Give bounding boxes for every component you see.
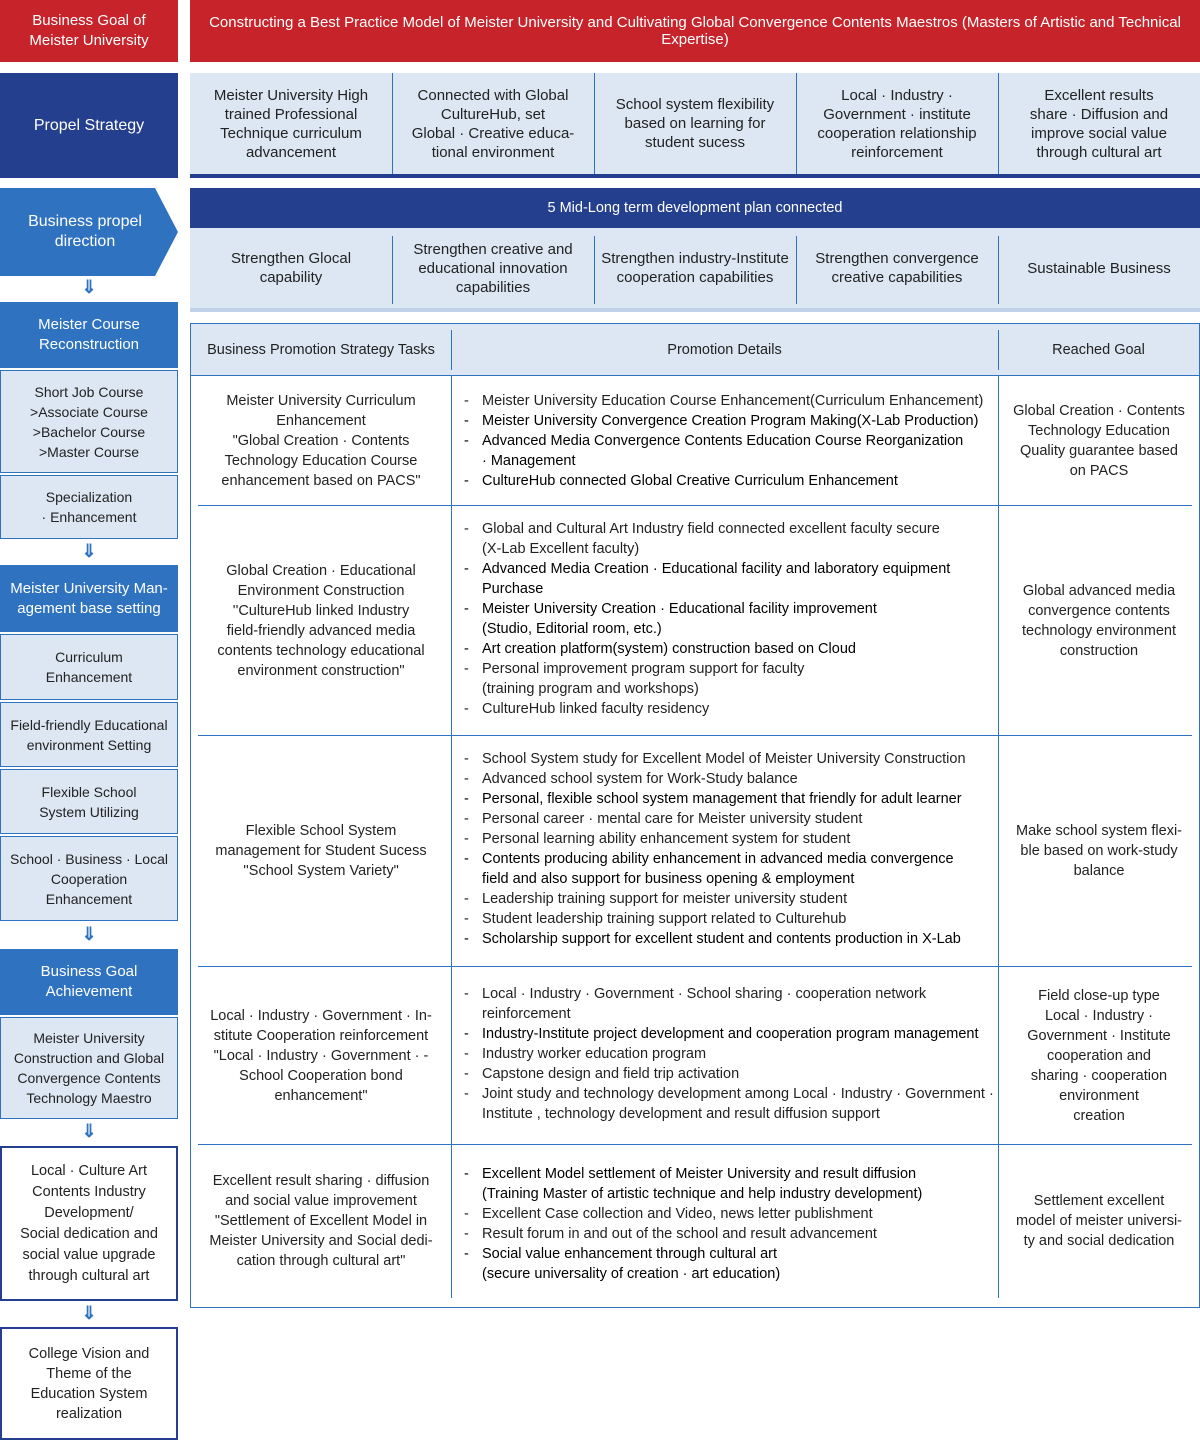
direction-item: Strengthen creative and educational innovation capabilities xyxy=(392,228,594,308)
detail-item: - Excellent Model settlement of Meister University and result diffusion (Training Master of artistic technique and help industry development) xyxy=(452,1164,998,1204)
divider xyxy=(796,73,797,174)
detail-item: - Joint study and technology development among Local · Industry · Government · Institute , technology development and result diffusion support xyxy=(452,1084,998,1124)
task-cell: Global Creation · Educational Environment Construction ''CultureHub linked Industry field-friendly advanced media contents technology educational environment construction" xyxy=(217,562,425,679)
propel-strategy-item: Meister University High trained Professional Technique curriculum advancement xyxy=(190,73,392,174)
management-item: School · Business · Local Cooperation Enhancement xyxy=(0,836,178,921)
direction-item: Strengthen convergence creative capabilities xyxy=(796,228,998,308)
management-item: Field-friendly Educational environment Setting xyxy=(0,702,178,767)
down-arrow-icon: ⇓ xyxy=(81,924,97,944)
vision-box: College Vision and Theme of the Education System realization xyxy=(0,1327,178,1440)
achievement-header: Business Goal Achievement xyxy=(0,949,178,1015)
propel-strategy-item: Excellent results share · Diffusion and improve social value through cultural art xyxy=(998,73,1200,174)
goal-cell: Field close-up type Local · Industry · Government · Institute cooperation and sharing · cooperation environment creation xyxy=(1027,987,1171,1124)
task-cell: Meister University Curriculum Enhancement "Global Creation · Contents Technology Education Course enhancement based on PACS" xyxy=(221,393,421,489)
detail-item: - Industry-Institute project development and cooperation program management xyxy=(452,1024,998,1044)
down-arrow-icon: ⇓ xyxy=(81,277,97,297)
detail-item: - Meister University Convergence Creation Program Making(X-Lab Production) xyxy=(452,411,998,431)
goal-cell: Make school system flexi- ble based on work-study balance xyxy=(1016,823,1182,879)
achievement-item: Meister University Construction and Global Convergence Contents Technology Maestro xyxy=(0,1017,178,1119)
course-item: Specialization · Enhancement xyxy=(0,475,178,539)
table-header-goal: Reached Goal xyxy=(1052,342,1145,358)
divider xyxy=(451,330,452,370)
course-header: Meister Course Reconstruction xyxy=(0,302,178,368)
detail-item: - Advanced school system for Work-Study balance xyxy=(452,769,998,789)
divider xyxy=(998,330,999,370)
task-cell: Local · Industry · Government · In- stitute Cooperation reinforcement "Local · Industry · Government · - School Cooperation bond enhancement" xyxy=(210,1007,432,1104)
detail-item: - Leadership training support for meister university student xyxy=(452,889,998,909)
detail-item: - Personal learning ability enhancement system for student xyxy=(452,829,998,849)
propel-strategy-label: Propel Strategy xyxy=(0,73,178,178)
divider xyxy=(796,236,797,304)
detail-item: - Meister University Creation · Educational facility improvement (Studio, Editorial room, etc.) xyxy=(452,599,998,639)
propel-strategy-item: Local · Industry · Government · institute cooperation relationship reinforcement xyxy=(796,73,998,174)
direction-item: Strengthen industry-Institute cooperation capabilities xyxy=(594,228,796,308)
table-header-details: Promotion Details xyxy=(667,342,782,358)
management-header: Meister University Man- agement base setting xyxy=(0,565,178,632)
detail-item: - Advanced Media Convergence Contents Education Course Reorganization · Management xyxy=(452,431,998,471)
detail-item: - Scholarship support for excellent student and contents production in X-Lab xyxy=(452,929,998,949)
details-cell xyxy=(452,1164,998,1284)
direction-label: Business propel direction xyxy=(28,213,142,250)
divider xyxy=(998,73,999,174)
detail-item: - Result forum in and out of the school and result advancement xyxy=(452,1224,998,1244)
detail-item: - Social value enhancement through cultural art (secure universality of creation · art education) xyxy=(452,1244,998,1284)
detail-item: - Personal improvement program support for faculty (training program and workshops) xyxy=(452,659,998,699)
divider xyxy=(392,73,393,174)
detail-item: - Industry worker education program xyxy=(452,1044,998,1064)
divider xyxy=(594,73,595,174)
detail-item: - Local · Industry · Government · School sharing · cooperation network reinforcement xyxy=(452,984,998,1024)
detail-item: - Excellent Case collection and Video, news letter publishment xyxy=(452,1204,998,1224)
direction-banner: 5 Mid-Long term development plan connected xyxy=(190,188,1200,228)
detail-item: - Personal career · mental care for Meister university student xyxy=(452,809,998,829)
detail-item: - Global and Cultural Art Industry field connected excellent faculty secure (X-Lab Excellent faculty) xyxy=(452,519,998,559)
details-cell xyxy=(452,519,998,719)
details-cell xyxy=(452,391,998,491)
detail-item: - Contents producing ability enhancement in advanced media convergence field and also support for business opening & employment xyxy=(452,849,998,889)
down-arrow-icon: ⇓ xyxy=(81,1303,97,1323)
detail-item: - Personal, flexible school system management that friendly for adult learner xyxy=(452,789,998,809)
detail-item: - Capstone design and field trip activation xyxy=(452,1064,998,1084)
details-cell xyxy=(452,984,998,1124)
business-goal-label: Business Goal of Meister University xyxy=(0,0,178,62)
direction-item: Sustainable Business xyxy=(998,228,1200,308)
down-arrow-icon: ⇓ xyxy=(81,541,97,561)
detail-item: - Art creation platform(system) construction based on Cloud xyxy=(452,639,998,659)
goal-cell: Global Creation · Contents Technology Education Quality guarantee based on PACS xyxy=(1013,403,1185,479)
task-cell: Flexible School System management for Student Sucess ''School System Variety" xyxy=(215,823,427,879)
detail-item: - Student leadership training support related to Culturehub xyxy=(452,909,998,929)
outcome-box: Local · Culture Art Contents Industry Development/ Social dedication and social value upgrade through cultural art xyxy=(0,1146,178,1301)
direction-item: Strengthen Glocal capability xyxy=(190,228,392,308)
propel-strategy-item: School system flexibility based on learning for student sucess xyxy=(594,73,796,174)
course-item: Short Job Course >Associate Course >Bachelor Course >Master Course xyxy=(0,370,178,473)
goal-cell: Settlement excellent model of meister universi- ty and social dedication xyxy=(1016,1193,1182,1249)
business-goal-text: Constructing a Best Practice Model of Meister University and Cultivating Global Convergence Contents Maestros (Masters of Artistic and Technical Expertise) xyxy=(190,0,1200,62)
details-cell xyxy=(452,749,998,949)
propel-strategy-item: Connected with Global CultureHub, set Global · Creative educa- tional environment xyxy=(392,73,594,174)
detail-item: - CultureHub connected Global Creative Curriculum Enhancement xyxy=(452,471,998,491)
divider xyxy=(998,236,999,304)
goal-cell: Global advanced media convergence contents technology environment construction xyxy=(1022,582,1176,659)
task-cell: Excellent result sharing · diffusion and social value improvement "Settlement of Excellent Model in Meister University and Social dedi- cation through cultural art" xyxy=(209,1173,433,1269)
divider xyxy=(594,236,595,304)
management-item: Curriculum Enhancement xyxy=(0,634,178,700)
divider xyxy=(392,236,393,304)
detail-item: - CultureHub linked faculty residency xyxy=(452,699,998,719)
detail-item: - School System study for Excellent Model of Meister University Construction xyxy=(452,749,998,769)
table-header-tasks: Business Promotion Strategy Tasks xyxy=(207,342,435,358)
down-arrow-icon: ⇓ xyxy=(81,1121,97,1141)
detail-item: - Meister University Education Course Enhancement(Curriculum Enhancement) xyxy=(452,391,998,411)
detail-item: - Advanced Media Creation · Educational facility and laboratory equipment Purchase xyxy=(452,559,998,599)
management-item: Flexible School System Utilizing xyxy=(0,769,178,834)
